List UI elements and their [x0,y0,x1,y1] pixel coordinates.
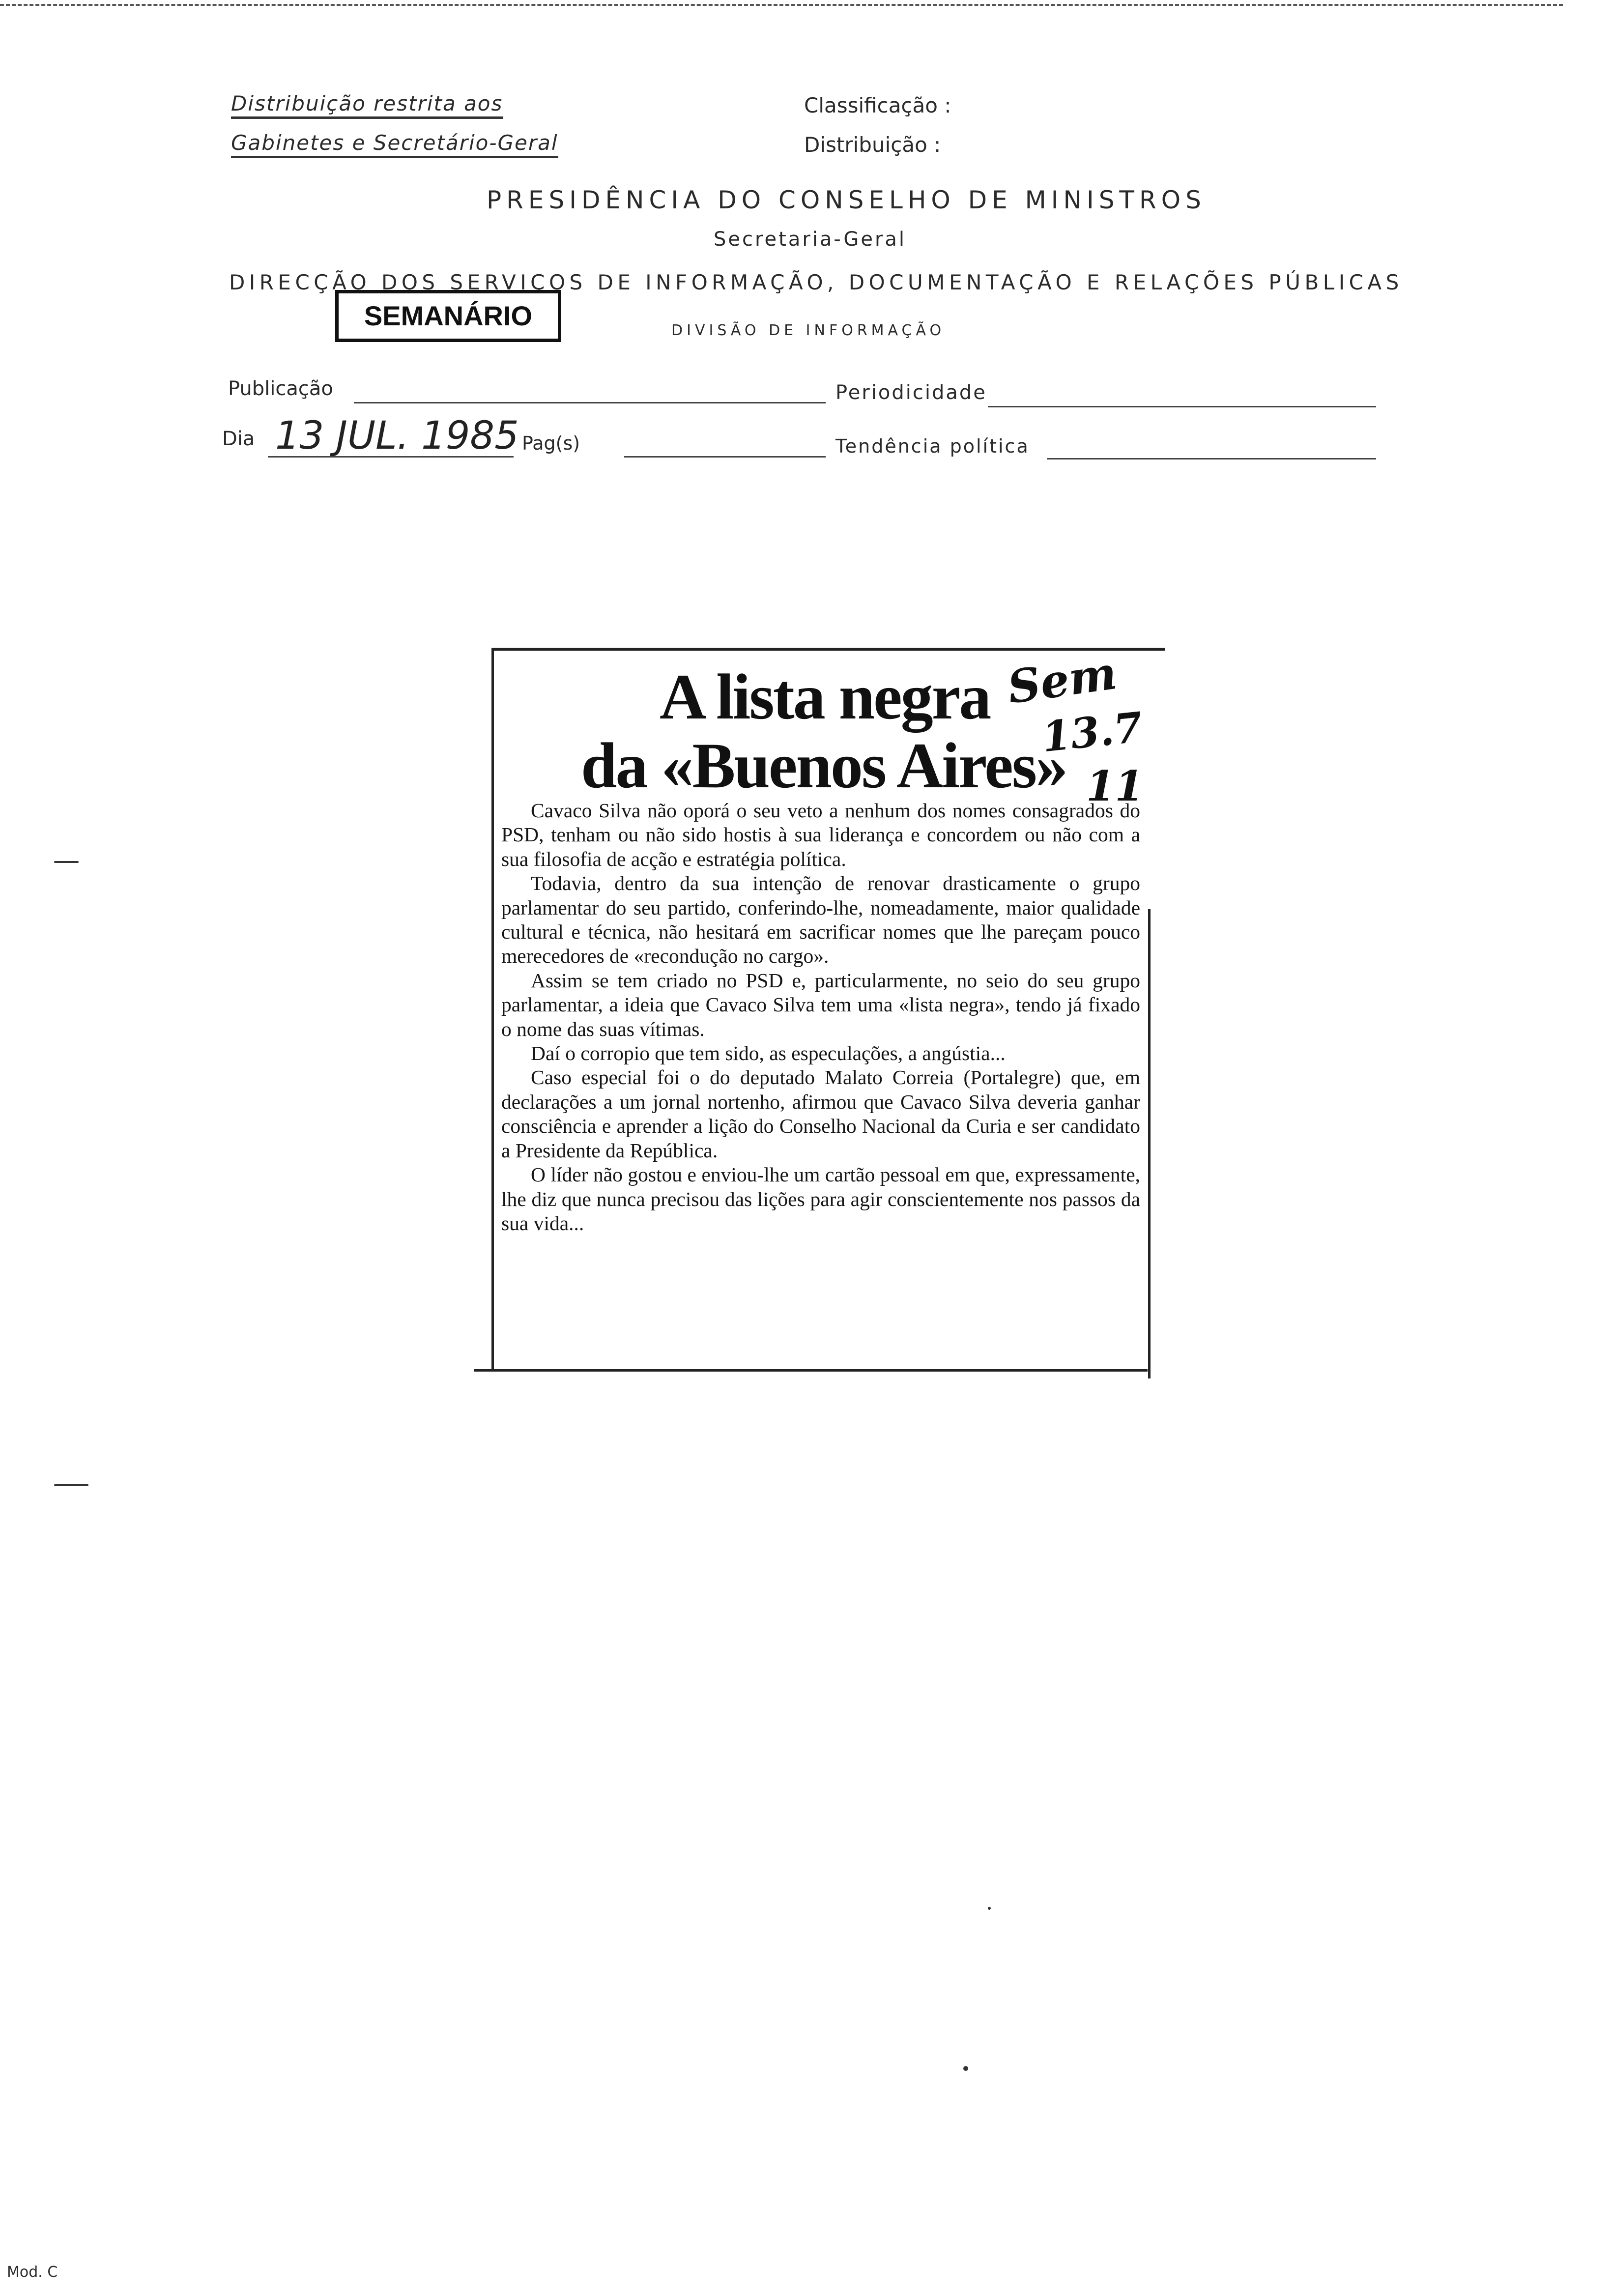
article-paragraph: Todavia, dentro da sua intenção de renovar drasticamente o grupo parlamentar do seu partido, conferindo-lhe, nomeadamente, maior qualidade cultural e técnica, não hesitará em sacrificar nomes que lhe pareçam pouco merecedores de «recondução no cargo». [501,872,1140,968]
handwritten-note-sem: Sem [1004,646,1120,714]
direction-line: DIRECÇÃO DOS SERVIÇOS DE INFORMAÇÃO, DOCUMENTAÇÃO E RELAÇÕES PÚBLICAS [229,270,1403,294]
headline-line1: A lista negra [660,660,990,733]
dia-value: 13 JUL. 1985 [275,414,519,458]
dia-line [268,456,514,458]
periodicidade-label: Periodicidade [835,381,987,404]
classificacao-label: Classificação : [804,93,951,117]
semanario-stamp: SEMANÁRIO [335,290,561,342]
handwritten-note-date: 13.7 [1039,702,1145,762]
clipping-frame-right [1148,909,1151,1378]
handwritten-note-page: 11 [1086,762,1144,810]
tendencia-label: Tendência política [835,435,1030,457]
restricted-distribution-line1: Distribuição restrita aos [231,91,503,119]
pags-label: Pag(s) [522,432,580,454]
clipping-frame-left [491,648,494,1370]
article-paragraph: Assim se tem criado no PSD e, particularmente, no seio do seu grupo parlamentar, a ideia que Cavaco Silva tem uma «lista negra», tendo já fixado o nome das suas vítimas. [501,969,1140,1040]
article-paragraph: Cavaco Silva não oporá o seu veto a nenhum dos nomes consagrados do PSD, tenham ou não sido hostis à sua liderança e concordem ou não com a sua filosofia de acção e estratégia política. [501,799,1140,870]
clipping-frame-top [491,648,1165,651]
distribuicao-label: Distribuição : [804,133,941,157]
publicacao-label: Publicação [228,377,333,400]
org-title: PRESIDÊNCIA DO CONSELHO DE MINISTROS [487,186,1206,214]
division-label: DIVISÃO DE INFORMAÇÃO [671,322,946,339]
org-subtitle: Secretaria-Geral [714,228,907,251]
restricted-distribution-line2: Gabinetes e Secretário-Geral [231,131,558,158]
article-body [501,799,1140,1235]
clipping-frame-bottom [474,1369,1148,1372]
pags-line [624,456,826,458]
periodicidade-line [988,406,1376,407]
scan-speck [988,1907,991,1910]
headline-line2: da «Buenos Aires» [581,729,1067,802]
publicacao-line [354,402,826,403]
article-paragraph: Caso especial foi o do deputado Malato Correia (Portalegre) que, em declarações a um jornal nortenho, afirmou que Cavaco Silva deveria ganhar consciência e aprender a lição do Conselho Nacional da Curia e ser candidato a Presidente da República. [501,1066,1140,1162]
tendencia-line [1047,458,1376,459]
article-paragraph: O líder não gostou e enviou-lhe um cartão pessoal em que, expressamente, lhe diz que nunca precisou das lições para agir conscientemente nos passos da sua vida... [501,1163,1140,1234]
mod-label: Mod. C [7,2264,58,2281]
article-paragraph: Daí o corropio que tem sido, as especulações, a angústia... [531,1042,1006,1065]
dia-label: Dia [222,428,255,450]
punch-hole-mark [54,861,79,863]
scan-top-edge [0,4,1563,6]
scan-speck [963,2066,968,2071]
punch-hole-mark [54,1484,88,1486]
